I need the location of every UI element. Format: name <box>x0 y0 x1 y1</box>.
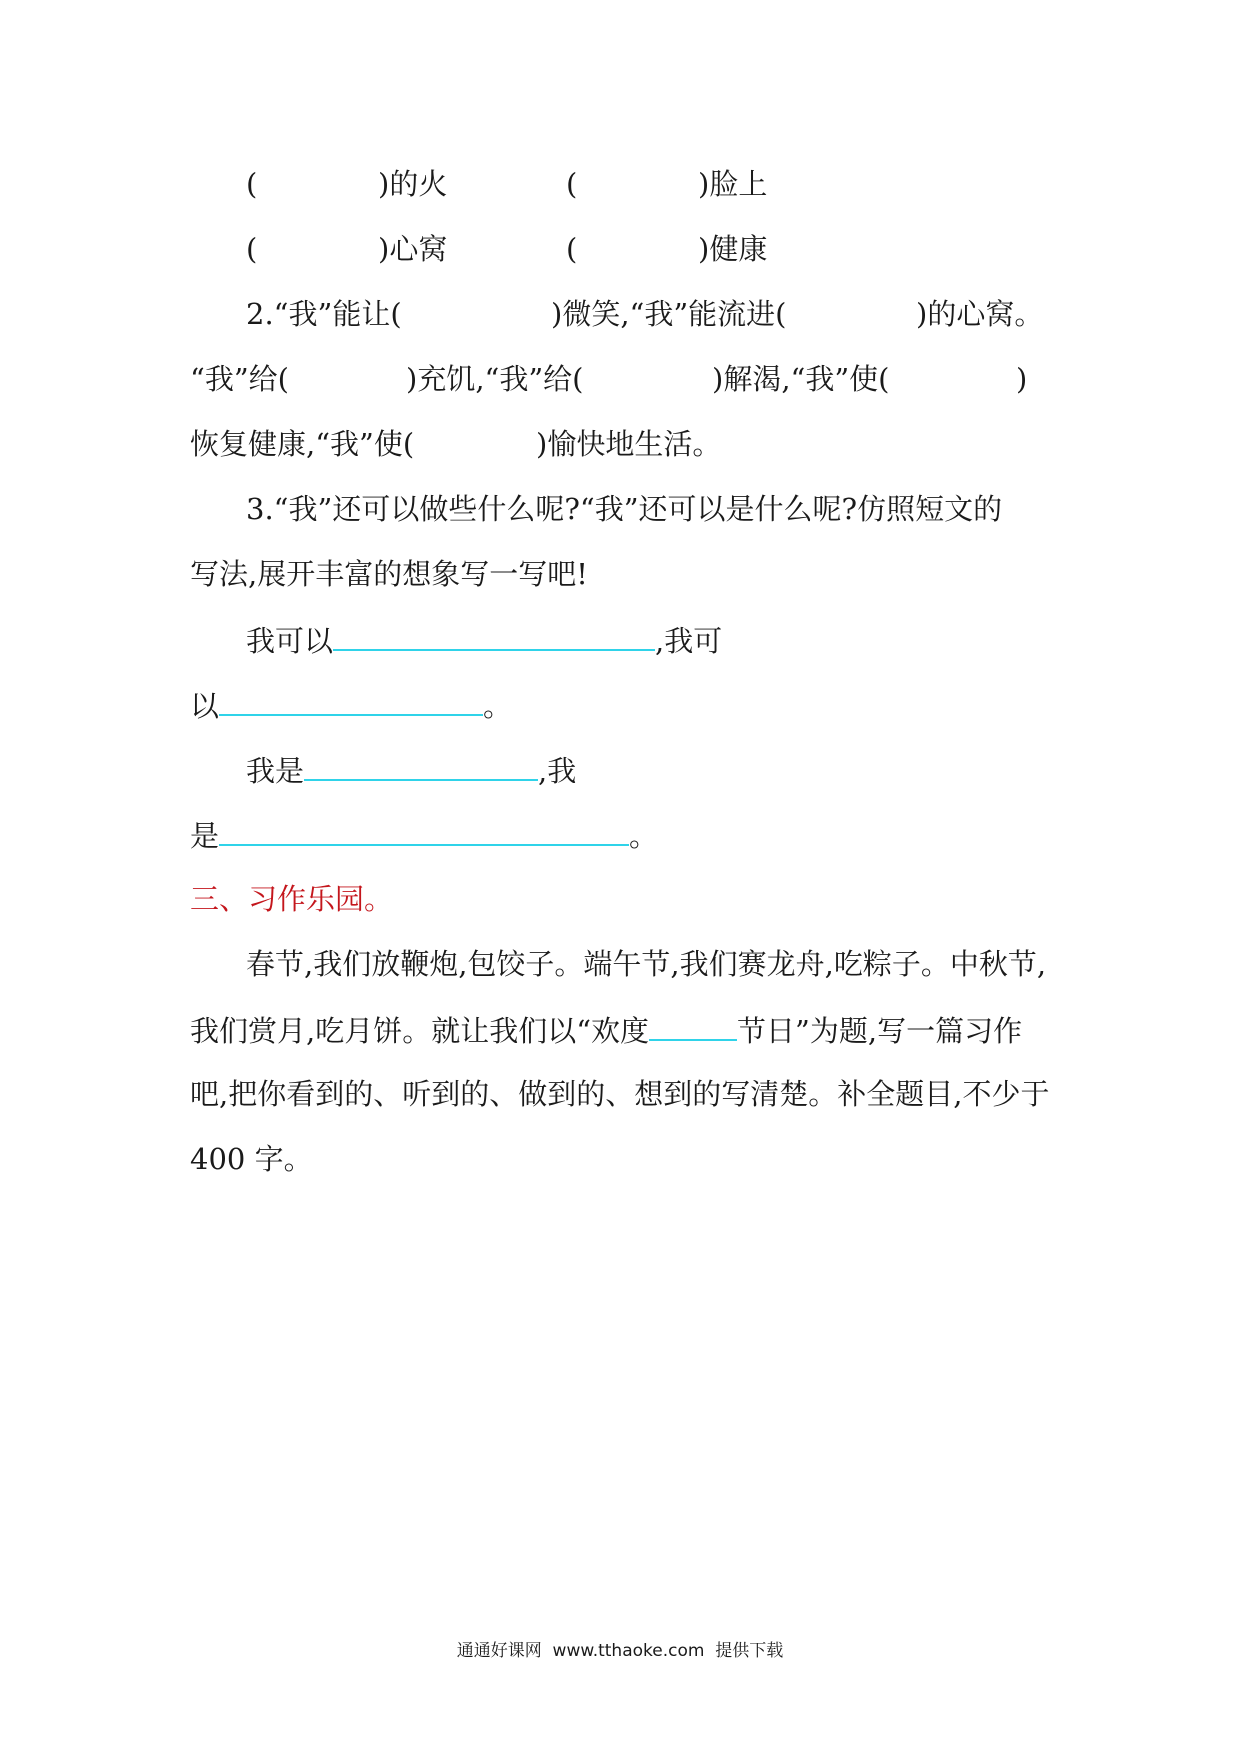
fill-suffix: 。 <box>483 689 513 723</box>
paragraph-text: 节日”为题,写一篇习作 <box>737 1014 1023 1048</box>
section-heading-text: 三、习作乐园。 <box>190 882 394 916</box>
q3-fill-2 <box>190 684 512 726</box>
fill-prefix: 是 <box>190 819 220 853</box>
paragraph-text: 吧,把你看到的、听到的、做到的、想到的写清楚。补全题目,不少于 <box>190 1077 1050 1111</box>
fill-prefix: 我可以 <box>246 624 334 658</box>
title-blank-line[interactable] <box>649 1009 737 1041</box>
paren-close-text: )心窝 <box>378 232 448 266</box>
q2-text: 恢复健康,“我”使( <box>190 427 415 461</box>
blank-line[interactable] <box>304 749 538 781</box>
section3-p1 <box>246 944 1046 984</box>
q3-fill-3 <box>246 749 576 791</box>
paren-close-text: )的火 <box>378 167 448 201</box>
paren-open: ( <box>246 167 258 201</box>
paren-close-text: )脸上 <box>698 167 768 201</box>
section-heading <box>190 879 393 919</box>
q2-text: )微笑,“我”能流进( <box>551 297 787 331</box>
fill-prefix: 以 <box>190 689 220 723</box>
fill-suffix: ,我 <box>538 754 577 788</box>
section3-p2 <box>190 1009 1022 1051</box>
q2-text: )解渴,“我”使( <box>712 362 890 396</box>
blank-line[interactable] <box>333 619 655 651</box>
q2-text: )愉快地生活。 <box>536 427 722 461</box>
paragraph-text: 400 字。 <box>190 1142 313 1176</box>
paren-open: ( <box>566 232 578 266</box>
page-footer <box>0 1636 1240 1661</box>
q3-fill-1 <box>246 619 722 661</box>
section3-p3 <box>190 1074 1049 1114</box>
fill-suffix: ,我可 <box>655 624 723 658</box>
q3-line-2 <box>190 554 588 594</box>
section3-p4 <box>190 1139 313 1179</box>
q3-fill-4 <box>190 814 658 856</box>
blank-line[interactable] <box>219 814 629 846</box>
q2-text: ) <box>1016 362 1028 396</box>
footer-text: 通通好课网 www.tthaoke.com 提供下载 <box>456 1641 784 1661</box>
q2-text: 2.“我”能让( <box>246 297 402 331</box>
paren-open: ( <box>246 232 258 266</box>
q2-text: “我”给( <box>190 362 289 396</box>
paragraph-text: 春节,我们放鞭炮,包饺子。端午节,我们赛龙舟,吃粽子。中秋节, <box>246 947 1047 981</box>
blank-line[interactable] <box>219 684 483 716</box>
q3-prompt: 3.“我”还可以做些什么呢?“我”还可以是什么呢?仿照短文的 <box>246 492 1003 526</box>
fill-suffix: 。 <box>629 819 659 853</box>
fill-prefix: 我是 <box>246 754 305 788</box>
paragraph-text: 我们赏月,吃月饼。就让我们以“欢度 <box>190 1014 650 1048</box>
q3-line-1 <box>246 489 1002 529</box>
q3-prompt: 写法,展开丰富的想象写一写吧! <box>190 557 588 591</box>
paren-close-text: )健康 <box>698 232 768 266</box>
paren-open: ( <box>566 167 578 201</box>
q2-text: )充饥,“我”给( <box>406 362 584 396</box>
q2-text: )的心窝。 <box>916 297 1044 331</box>
